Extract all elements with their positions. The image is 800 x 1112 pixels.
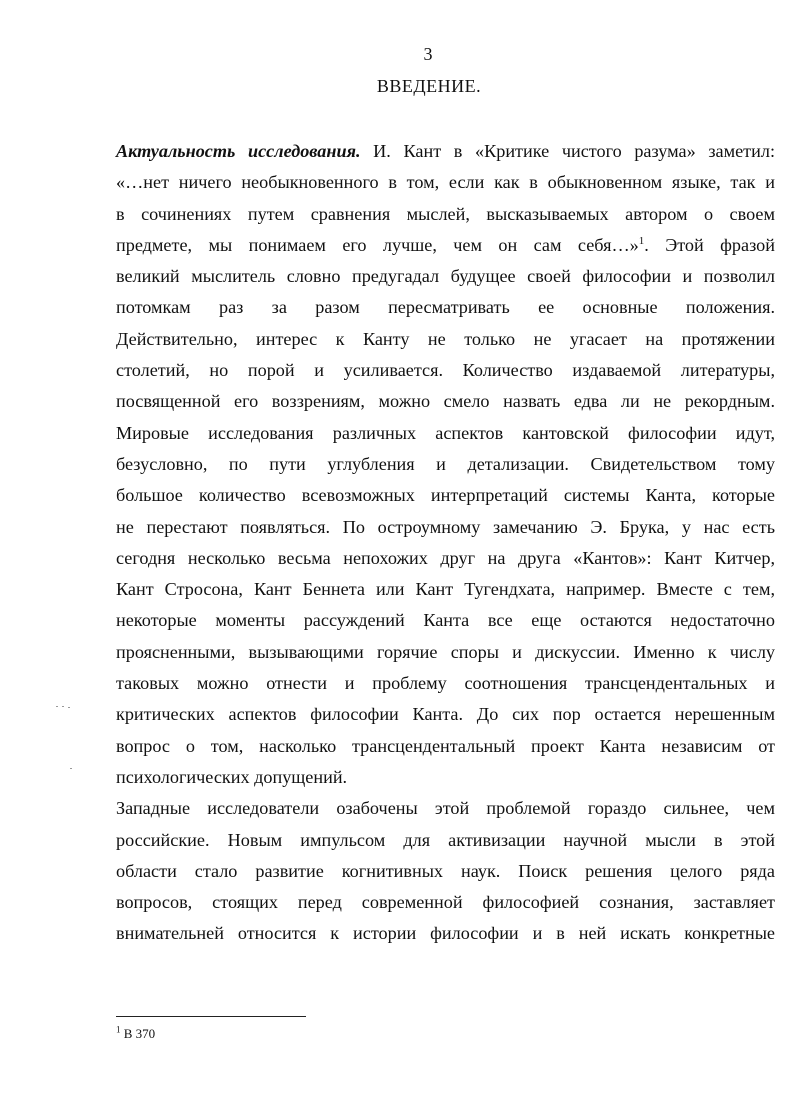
footnote-divider [116,1016,306,1017]
scan-speck [62,706,64,707]
text-line: безусловно, по пути углубления и детализации. Свидетельством тому [116,453,775,474]
text-line: некоторые моменты рассуждений Канта все еще остаются недостаточно [116,610,775,631]
text-line: большое количество всевозможных интерпретаций системы Канта, которые [116,485,775,506]
text-line: великий мыслитель словно предугадал будущее своей философии и позволил [116,266,775,287]
text-line: вопросов, стоящих перед современной философией сознания, заставляет [116,892,775,913]
text-line: посвященной его воззрениям, можно смело назвать едва ли не рекордным. [116,391,775,412]
text-line: в сочинениях путем сравнения мыслей, высказываемых автором о своем [116,203,775,224]
text-line [116,136,775,167]
text-line-rest: И. Кант в «Критике чистого разума» заметил: [360,141,775,161]
section-heading: ВВЕДЕНИЕ. [376,76,482,96]
text-line: российские. Новым импульсом для активизации научной мысли в этой [116,829,775,850]
text-line: столетий, но порой и усиливается. Количество издаваемой литературы, [116,360,775,381]
text-line: сегодня несколько весьма непохожих друг на друга «Кантов»: Кант Китчер, [116,547,775,568]
page-number: 3 [423,44,433,64]
scan-speck [68,707,70,708]
text-line-rest: . Этой фразой [644,234,775,255]
body-text [116,136,775,950]
footnote-reference: 1 [638,234,645,247]
text-line: «…нет ничего необыкновенного в том, если как в обыкновенном языке, так и [116,172,775,193]
lead-phrase: Актуальность исследования. [116,141,361,161]
text-line: таковых можно отнести и проблему соотношения трансцендентальных и [116,673,775,694]
text-line: не перестают появляться. По остроумному замечанию Э. Брука, у нас есть [116,516,775,537]
scan-speck [56,706,58,707]
scan-speck [70,768,72,769]
footnote-text: В 370 [123,1026,156,1041]
text-line [116,230,775,261]
text-line: области стало развитие когнитивных наук. Поиск решения целого ряда [116,860,775,881]
text-line: Кант Стросона, Кант Беннета или Кант Тугендхата, например. Вместе с тем, [116,579,775,600]
text-line: проясненными, вызывающими горячие споры и дискуссии. Именно к числу [116,641,775,662]
text-line: Западные исследователи озабочены этой проблемой гораздо сильнее, чем [116,798,775,819]
text-line: Мировые исследования различных аспектов кантовской философии идут, [116,422,775,443]
text-line: потомкам раз за разом пересматривать ее основные положения. [116,297,775,318]
text-line: критических аспектов философии Канта. До сих пор остается нерешенным [116,704,775,725]
footnote-marker: 1 [116,1024,121,1035]
text-line: внимательней относится к истории философии и в ней искать конкретные [116,923,775,944]
text-line: Действительно, интерес к Канту не только не угасает на протяжении [116,328,775,349]
text-line: психологических допущений. [116,766,348,787]
footnote [116,1026,155,1042]
quote-end: предмете, мы понимаем его лучше, чем он сам себя…» [116,234,639,255]
text-line: вопрос о том, насколько трансцендентальный проект Канта независим от [116,735,775,756]
